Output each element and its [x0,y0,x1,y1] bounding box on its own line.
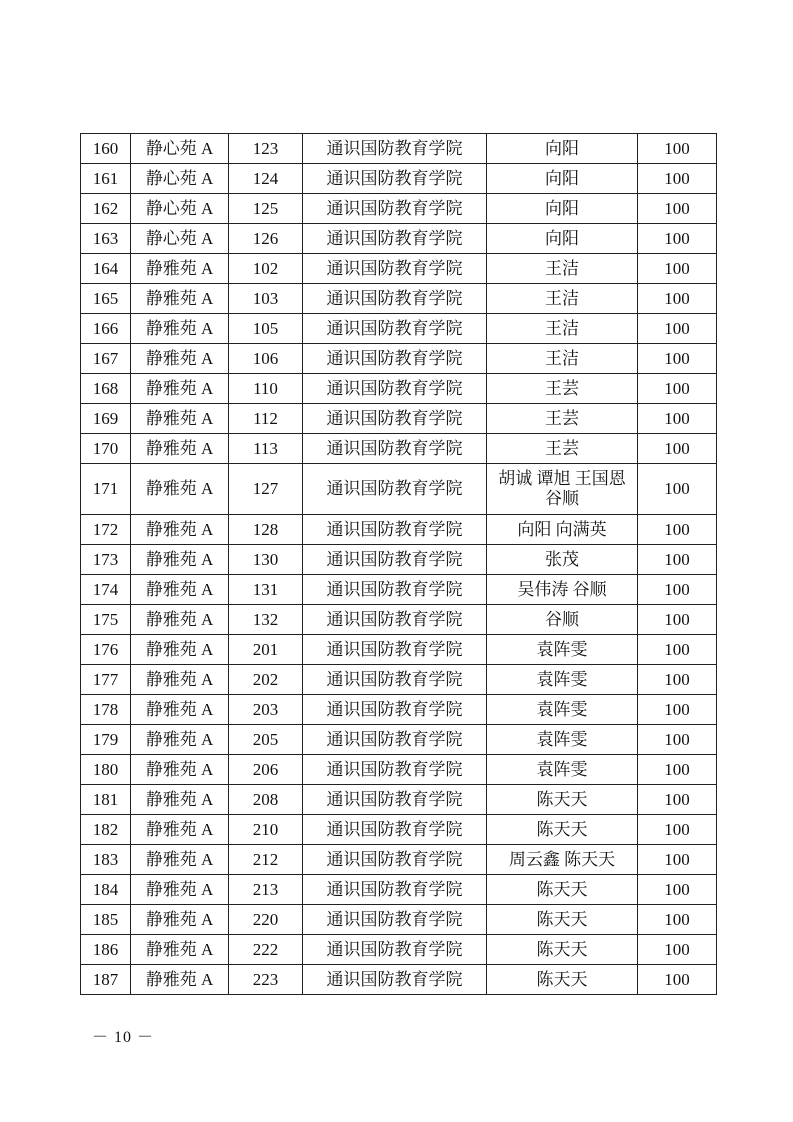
inspector-names-cell: 王洁 [487,254,638,284]
building-cell: 静心苑 A [131,164,229,194]
building-cell: 静雅苑 A [131,254,229,284]
building-cell: 静雅苑 A [131,284,229,314]
table-row [81,194,717,224]
room-number-cell: 126 [229,224,303,254]
building-cell: 静雅苑 A [131,605,229,635]
inspector-names-cell: 王洁 [487,284,638,314]
inspector-names-cell: 王芸 [487,434,638,464]
room-number-cell: 125 [229,194,303,224]
score-cell: 100 [638,875,717,905]
table-row [81,935,717,965]
row-number-cell: 171 [81,464,131,515]
building-cell: 静雅苑 A [131,875,229,905]
row-number-cell: 164 [81,254,131,284]
score-cell: 100 [638,545,717,575]
college-cell: 通识国防教育学院 [303,194,487,224]
row-number-cell: 160 [81,134,131,164]
row-number-cell: 167 [81,344,131,374]
score-cell: 100 [638,695,717,725]
college-cell: 通识国防教育学院 [303,725,487,755]
row-number-cell: 177 [81,665,131,695]
building-cell: 静雅苑 A [131,344,229,374]
room-number-cell: 113 [229,434,303,464]
table-row [81,725,717,755]
inspector-names-cell: 王洁 [487,344,638,374]
college-cell: 通识国防教育学院 [303,605,487,635]
college-cell: 通识国防教育学院 [303,575,487,605]
score-cell: 100 [638,575,717,605]
room-number-cell: 128 [229,515,303,545]
inspector-names-cell: 吴伟涛 谷顺 [487,575,638,605]
room-number-cell: 124 [229,164,303,194]
building-cell: 静雅苑 A [131,695,229,725]
row-number-cell: 172 [81,515,131,545]
table-row [81,755,717,785]
college-cell: 通识国防教育学院 [303,404,487,434]
college-cell: 通识国防教育学院 [303,905,487,935]
building-cell: 静雅苑 A [131,905,229,935]
room-number-cell: 212 [229,845,303,875]
inspector-names-cell: 袁阵雯 [487,725,638,755]
row-number-cell: 183 [81,845,131,875]
table-row [81,284,717,314]
row-number-cell: 187 [81,965,131,995]
room-number-cell: 206 [229,755,303,785]
score-cell: 100 [638,374,717,404]
room-number-cell: 130 [229,545,303,575]
inspector-names-cell: 向阳 [487,134,638,164]
score-cell: 100 [638,284,717,314]
table-row [81,905,717,935]
college-cell: 通识国防教育学院 [303,875,487,905]
building-cell: 静雅苑 A [131,464,229,515]
building-cell: 静雅苑 A [131,815,229,845]
building-cell: 静雅苑 A [131,545,229,575]
score-cell: 100 [638,755,717,785]
room-number-cell: 205 [229,725,303,755]
building-cell: 静雅苑 A [131,785,229,815]
building-cell: 静雅苑 A [131,665,229,695]
inspector-names-cell: 王芸 [487,404,638,434]
college-cell: 通识国防教育学院 [303,314,487,344]
score-cell: 100 [638,194,717,224]
score-cell: 100 [638,635,717,665]
room-number-cell: 213 [229,875,303,905]
building-cell: 静雅苑 A [131,374,229,404]
table-row [81,665,717,695]
table-row [81,785,717,815]
college-cell: 通识国防教育学院 [303,935,487,965]
building-cell: 静雅苑 A [131,635,229,665]
inspector-names-cell: 王洁 [487,314,638,344]
college-cell: 通识国防教育学院 [303,254,487,284]
table-row [81,875,717,905]
row-number-cell: 166 [81,314,131,344]
row-number-cell: 163 [81,224,131,254]
row-number-cell: 182 [81,815,131,845]
table-row [81,134,717,164]
row-number-cell: 161 [81,164,131,194]
table-row [81,695,717,725]
inspector-names-cell: 袁阵雯 [487,635,638,665]
score-cell: 100 [638,515,717,545]
table-row [81,845,717,875]
college-cell: 通识国防教育学院 [303,224,487,254]
building-cell: 静雅苑 A [131,845,229,875]
inspector-names-cell: 胡诚 谭旭 王国恩 谷顺 [487,464,638,515]
table-row [81,464,717,515]
room-number-cell: 103 [229,284,303,314]
table-row [81,605,717,635]
inspector-names-cell: 袁阵雯 [487,695,638,725]
college-cell: 通识国防教育学院 [303,164,487,194]
inspector-names-cell: 陈天天 [487,905,638,935]
row-number-cell: 168 [81,374,131,404]
inspector-names-cell: 向阳 向满英 [487,515,638,545]
score-cell: 100 [638,815,717,845]
table-row [81,404,717,434]
row-number-cell: 173 [81,545,131,575]
row-number-cell: 162 [81,194,131,224]
row-number-cell: 175 [81,605,131,635]
building-cell: 静雅苑 A [131,434,229,464]
building-cell: 静心苑 A [131,224,229,254]
college-cell: 通识国防教育学院 [303,284,487,314]
college-cell: 通识国防教育学院 [303,785,487,815]
score-cell: 100 [638,164,717,194]
table-row [81,434,717,464]
room-number-cell: 223 [229,965,303,995]
table-row [81,374,717,404]
score-cell: 100 [638,344,717,374]
row-number-cell: 178 [81,695,131,725]
building-cell: 静心苑 A [131,134,229,164]
row-number-cell: 169 [81,404,131,434]
table-row [81,545,717,575]
college-cell: 通识国防教育学院 [303,665,487,695]
score-cell: 100 [638,314,717,344]
college-cell: 通识国防教育学院 [303,545,487,575]
building-cell: 静雅苑 A [131,575,229,605]
score-cell: 100 [638,725,717,755]
score-cell: 100 [638,605,717,635]
college-cell: 通识国防教育学院 [303,134,487,164]
building-cell: 静雅苑 A [131,965,229,995]
building-cell: 静雅苑 A [131,725,229,755]
room-number-cell: 132 [229,605,303,635]
row-number-cell: 176 [81,635,131,665]
score-cell: 100 [638,434,717,464]
score-cell: 100 [638,935,717,965]
table-row [81,635,717,665]
building-cell: 静心苑 A [131,194,229,224]
score-cell: 100 [638,965,717,995]
college-cell: 通识国防教育学院 [303,695,487,725]
inspector-names-cell: 陈天天 [487,785,638,815]
row-number-cell: 170 [81,434,131,464]
score-cell: 100 [638,665,717,695]
college-cell: 通识国防教育学院 [303,464,487,515]
inspector-names-cell: 王芸 [487,374,638,404]
page-number: － 10 － [92,1029,155,1046]
table-row [81,164,717,194]
score-cell: 100 [638,404,717,434]
score-cell: 100 [638,464,717,515]
room-number-cell: 131 [229,575,303,605]
row-number-cell: 181 [81,785,131,815]
inspector-names-cell: 陈天天 [487,965,638,995]
table-row [81,314,717,344]
room-number-cell: 110 [229,374,303,404]
table-row [81,344,717,374]
inspector-names-cell: 袁阵雯 [487,755,638,785]
score-cell: 100 [638,134,717,164]
college-cell: 通识国防教育学院 [303,755,487,785]
table-row [81,224,717,254]
table-row [81,575,717,605]
building-cell: 静雅苑 A [131,935,229,965]
room-number-cell: 202 [229,665,303,695]
room-number-cell: 210 [229,815,303,845]
college-cell: 通识国防教育学院 [303,815,487,845]
dormitory-score-table [80,133,717,995]
building-cell: 静雅苑 A [131,515,229,545]
table-row [81,965,717,995]
room-number-cell: 222 [229,935,303,965]
college-cell: 通识国防教育学院 [303,374,487,404]
room-number-cell: 201 [229,635,303,665]
room-number-cell: 123 [229,134,303,164]
inspector-names-cell: 袁阵雯 [487,665,638,695]
score-cell: 100 [638,224,717,254]
row-number-cell: 185 [81,905,131,935]
building-cell: 静雅苑 A [131,755,229,785]
building-cell: 静雅苑 A [131,404,229,434]
building-cell: 静雅苑 A [131,314,229,344]
room-number-cell: 208 [229,785,303,815]
inspector-names-cell: 向阳 [487,224,638,254]
inspector-names-cell: 周云鑫 陈天天 [487,845,638,875]
inspector-names-cell: 陈天天 [487,935,638,965]
row-number-cell: 186 [81,935,131,965]
inspector-names-cell: 向阳 [487,164,638,194]
table-row [81,815,717,845]
row-number-cell: 165 [81,284,131,314]
college-cell: 通识国防教育学院 [303,344,487,374]
room-number-cell: 112 [229,404,303,434]
table-body [81,134,717,995]
row-number-cell: 174 [81,575,131,605]
row-number-cell: 180 [81,755,131,785]
college-cell: 通识国防教育学院 [303,515,487,545]
room-number-cell: 102 [229,254,303,284]
inspector-names-cell: 张茂 [487,545,638,575]
college-cell: 通识国防教育学院 [303,845,487,875]
room-number-cell: 105 [229,314,303,344]
table-row [81,254,717,284]
score-cell: 100 [638,785,717,815]
score-cell: 100 [638,905,717,935]
row-number-cell: 179 [81,725,131,755]
college-cell: 通识国防教育学院 [303,965,487,995]
college-cell: 通识国防教育学院 [303,635,487,665]
inspector-names-cell: 陈天天 [487,815,638,845]
room-number-cell: 127 [229,464,303,515]
score-cell: 100 [638,845,717,875]
inspector-names-cell: 谷顺 [487,605,638,635]
score-cell: 100 [638,254,717,284]
college-cell: 通识国防教育学院 [303,434,487,464]
room-number-cell: 220 [229,905,303,935]
room-number-cell: 106 [229,344,303,374]
table-row [81,515,717,545]
row-number-cell: 184 [81,875,131,905]
inspector-names-cell: 陈天天 [487,875,638,905]
room-number-cell: 203 [229,695,303,725]
inspector-names-cell: 向阳 [487,194,638,224]
